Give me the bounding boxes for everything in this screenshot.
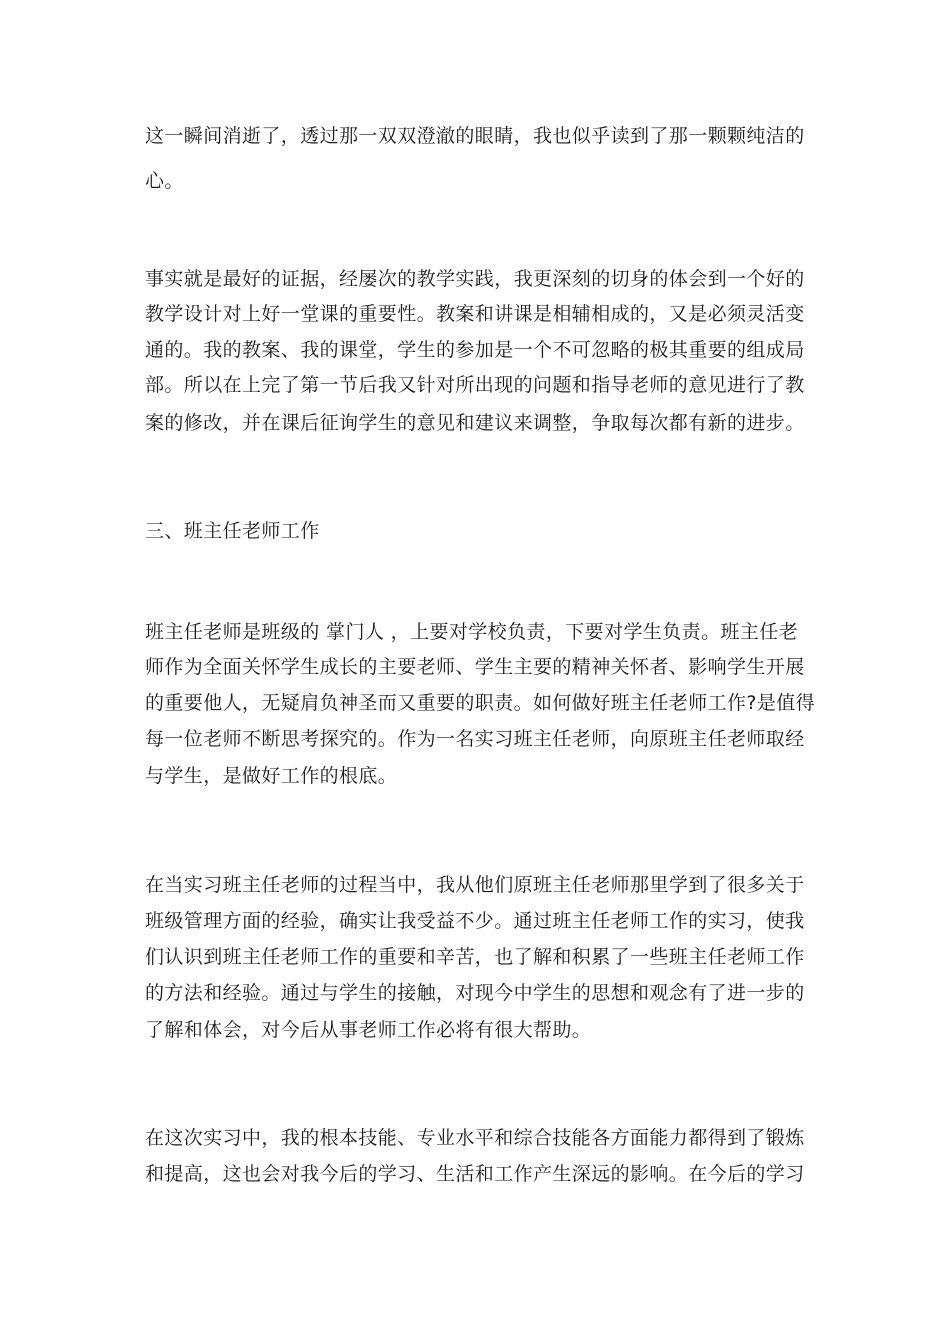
text-line: 教学设计对上好一堂课的重要性。教案和讲课是相辅相成的，又是必须灵活变 [145,303,805,325]
text-line: 班主任老师是班级的 掌门人 ，上要对学校负责，下要对学生负责。班主任老 [145,621,799,643]
text-line: 事实就是最好的证据，经屡次的教学实践，我更深刻的切身的体会到一个好的 [145,268,805,290]
text-line: 师作为全面关怀学生成长的主要老师、学生主要的精神关怀者、影响学生开展 [145,656,805,678]
section-title: 三、班主任老师工作 [145,520,320,542]
text-line: 每一位老师不断思考探究的。作为一名实习班主任老师，向原班主任老师取经 [145,728,805,750]
text-line: 和提高，这也会对我今后的学习、生活和工作产生深远的影响。在今后的学习 [145,1163,805,1185]
text-line: 在当实习班主任老师的过程当中，我从他们原班主任老师那里学到了很多关于 [145,874,805,896]
text-line: 的方法和经验。通过与学生的接触，对现今中学生的思想和观念有了进一步的 [145,982,805,1004]
text-line: 们认识到班主任老师工作的重要和辛苦，也了解和积累了一些班主任老师工作 [145,946,805,968]
text-line: 班级管理方面的经验，确实让我受益不少。通过班主任老师工作的实习，使我 [145,910,805,932]
text-line: 了解和体会，对今后从事老师工作必将有很大帮助。 [145,1019,592,1041]
text-line: 心。 [145,170,184,192]
text-line: 的重要他人，无疑肩负神圣而又重要的职责。如何做好班主任老师工作?是值得 [145,692,816,714]
text-line: 部。所以在上完了第一节后我又针对所出现的问题和指导老师的意见进行了教 [145,374,805,396]
text-line: 通的。我的教案、我的课堂，学生的参加是一个不可忽略的极其重要的组成局 [145,339,805,361]
text-line: 案的修改，并在课后征询学生的意见和建议来调整，争取每次都有新的进步。 [145,412,805,434]
text-line: 这一瞬间消逝了，透过那一双双澄澈的眼睛，我也似乎读到了那一颗颗纯洁的 [145,125,805,147]
text-line: 在这次实习中，我的根本技能、专业水平和综合技能各方面能力都得到了锻炼 [145,1127,805,1149]
text-line: 与学生，是做好工作的根底。 [145,765,398,787]
